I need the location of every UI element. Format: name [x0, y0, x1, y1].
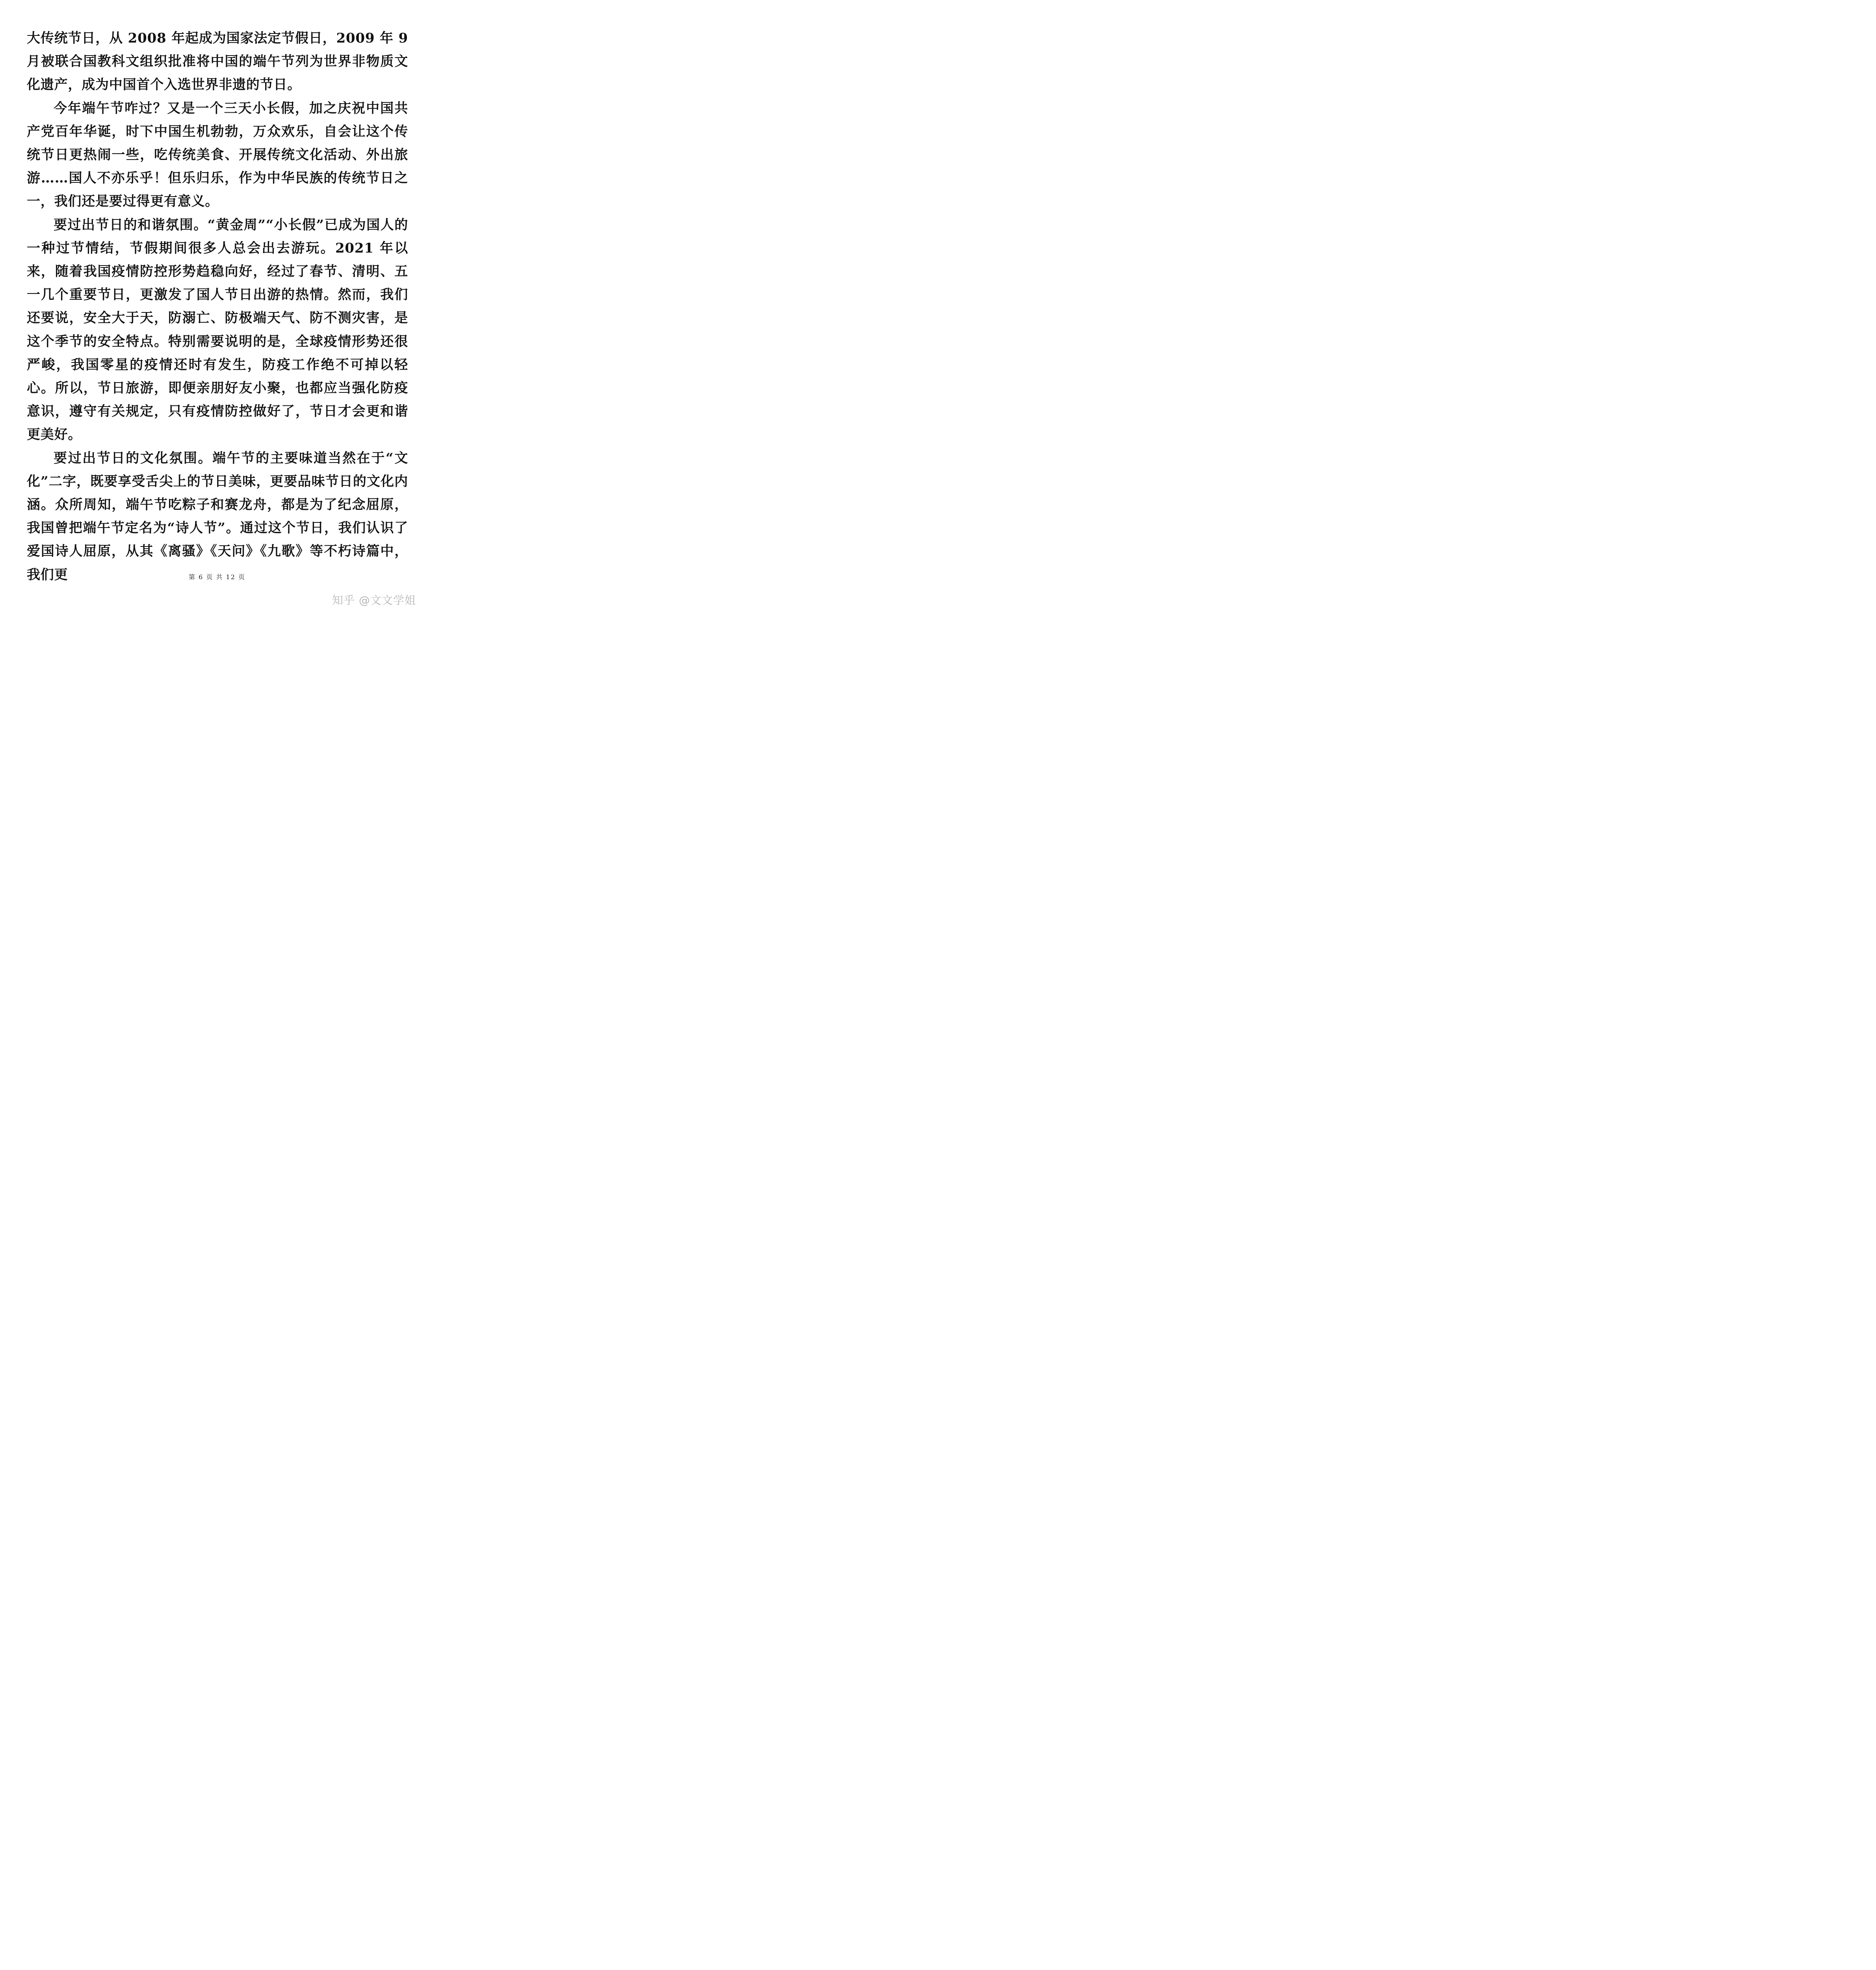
document-body [27, 27, 408, 587]
zhihu-watermark: 知乎 @文文学姐 [332, 594, 416, 607]
paragraph-2: 今年端午节咋过？又是一个三天小长假，加之庆祝中国共产党百年华诞，时下中国生机勃勃，万众欢乐，自会让这个传统节日更热闹一些，吃传统美食、开展传统文化活动、外出旅游……国人不亦乐乎！但乐归乐，作为中华民族的传统节日之一，我们还是要过得更有意义。 [27, 100, 408, 210]
paragraph-3: 要过出节日的和谐氛围。“黄金周”“小长假”已成为国人的一种过节情结，节假期间很多人总会出去游玩。2021 年以来，随着我国疫情防控形势趋稳向好，经过了春节、清明、五一几个重要节日，更激发了国人节日出游的热情。然而，我们还要说，安全大于天，防溺亡、防极端天气、防不测灾害，是这个季节的安全特点。特别需要说明的是，全球疫情形势还很严峻，我国零星的疫情还时有发生，防疫工作绝不可掉以轻心。所以，节日旅游，即便亲朋好友小聚，也都应当强化防疫意识，遵守有关规定，只有疫情防控做好了，节日才会更和谐更美好。 [27, 217, 408, 443]
page-number-footer: 第 6 页 共 12 页 [189, 573, 245, 581]
paragraph-4: 要过出节日的文化氛围。端午节的主要味道当然在于“文化”二字，既要享受舌尖上的节日美味，更要品味节日的文化内涵。众所周知，端午节吃粽子和赛龙舟，都是为了纪念屈原，我国曾把端午节定名为“诗人节”。通过这个节日，我们认识了爱国诗人屈原，从其《离骚》《天问》《九歌》等不朽诗篇中，我们更 [27, 450, 408, 583]
document-page [0, 0, 434, 614]
paragraph-1: 大传统节日，从 2008 年起成为国家法定节假日，2009 年 9 月被联合国教科文组织批准将中国的端午节列为世界非物质文化遗产，成为中国首个入选世界非遗的节日。 [27, 30, 408, 93]
